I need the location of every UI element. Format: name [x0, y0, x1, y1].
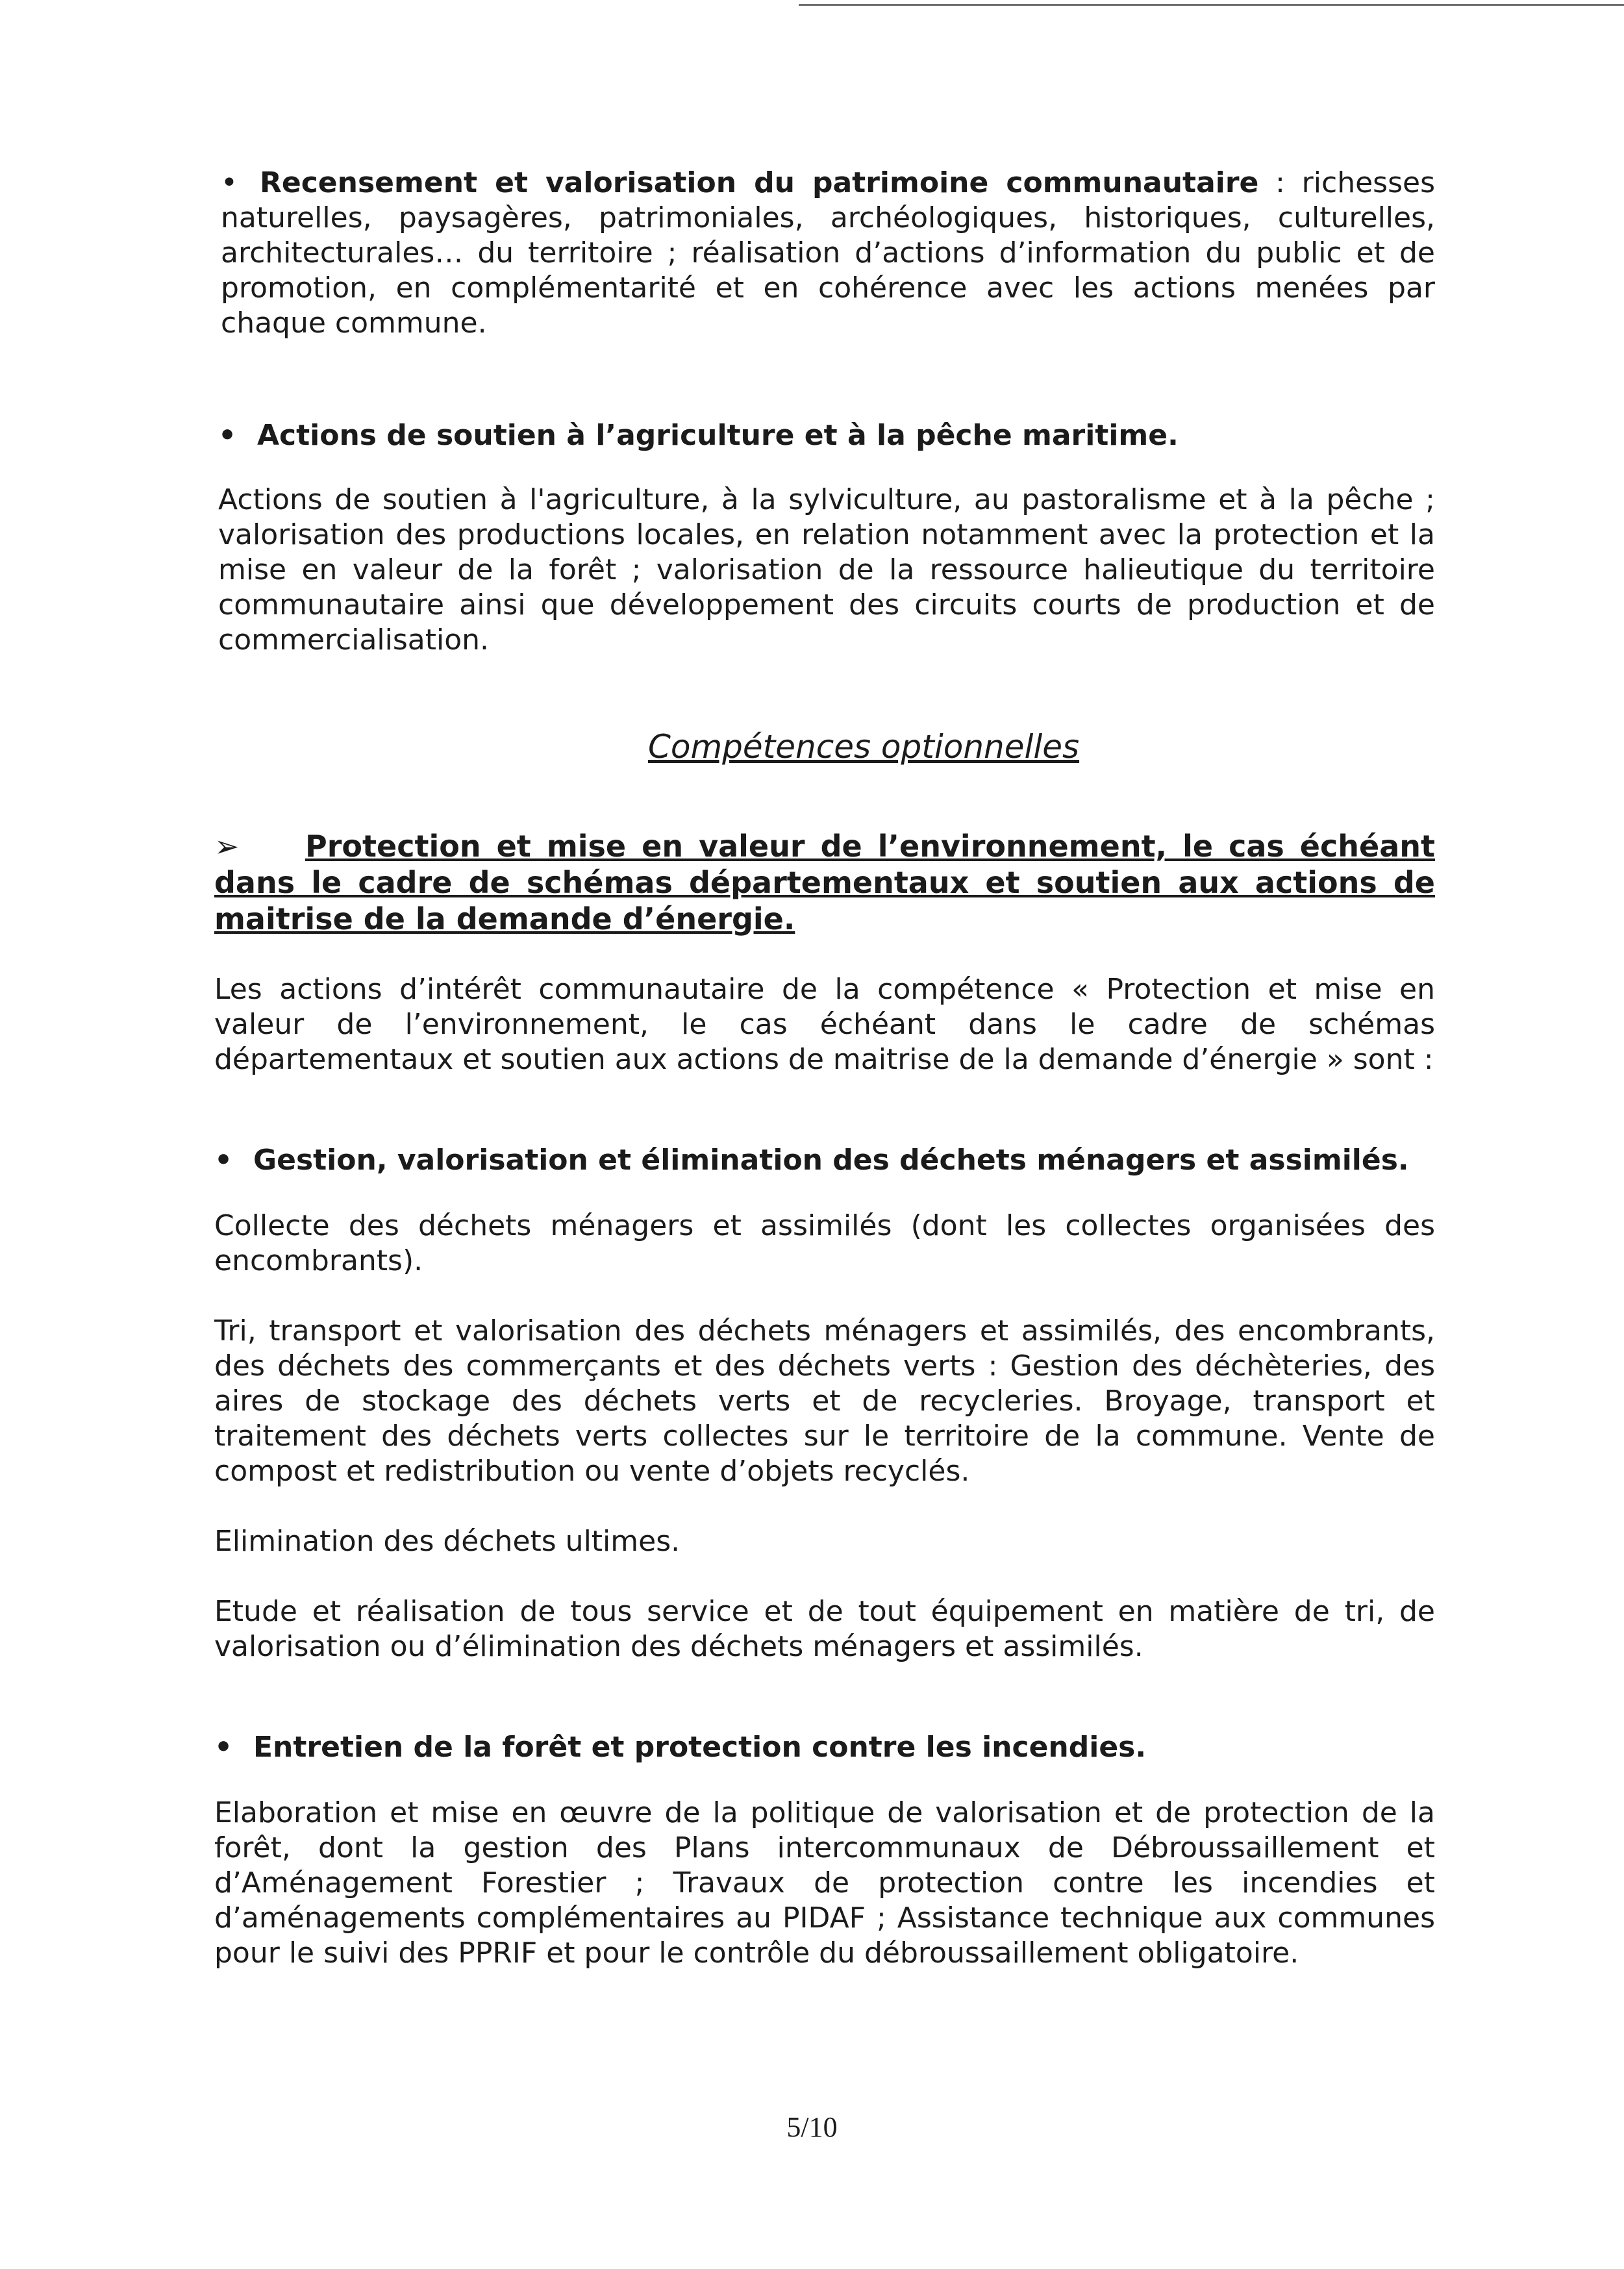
bullet-icon: • — [218, 419, 237, 452]
section-title-optionnelles: Compétences optionnelles — [647, 728, 1080, 766]
dechets-paragraph-etude: Etude et réalisation de tous service et de tout équipement en matière de tri, de valorisation ou d’élimination des déchets ménagers et assimilés. — [214, 1595, 1435, 1663]
page-number: 5/10 — [786, 2111, 838, 2143]
bullet-icon: • — [221, 166, 238, 199]
environnement-heading-line — [214, 828, 1435, 937]
bullet-icon: • — [214, 1144, 233, 1177]
foret-paragraph: Elaboration et mise en œuvre de la politique de valorisation et de protection de la forêt, dont la gestion des Plans intercommunaux de Débroussaillement et d’Aménagement Forestier ; Travaux de protection contre les incendies et d’aménagements complémentaires au PIDAF ; Assistance technique aux communes pour le suivi des PPRIF et pour le contrôle du débroussaillement obligatoire. — [214, 1796, 1435, 1970]
patrimoine-heading: Recensement et valorisation du patrimoine communautaire — [260, 166, 1259, 199]
dechets-paragraph-tri: Tri, transport et valorisation des déchets ménagers et assimilés, des encombrants, des déchets des commerçants et des déchets verts : Gestion des déchèteries, des aires de stockage des déchets verts et de recycleries. Broyage, transport et traitement des déchets verts collectes sur le territoire de la commune. Vente de compost et redistribution ou vente d’objets recyclés. — [214, 1314, 1435, 1488]
agriculture-heading: Actions de soutien à l’agriculture et à la pêche maritime. — [257, 419, 1179, 452]
section-patrimoine — [221, 166, 1435, 341]
dechets-paragraph-collecte: Collecte des déchets ménagers et assimilés (dont les collectes organisées des encombrants). — [214, 1209, 1435, 1277]
patrimoine-text: : richesses naturelles, paysagères, patrimoniales, archéologiques, historiques, culturelles, architecturales… du territoire ; réalisation d’actions d’information du public et de promotion, en complémentarité et en cohérence avec les actions menées par chaque commune. — [221, 166, 1435, 340]
document-body — [214, 166, 1435, 1971]
dechets-heading: Gestion, valorisation et élimination des déchets ménagers et assimilés. — [253, 1144, 1409, 1177]
environnement-heading: Protection et mise en valeur de l’environnement, le cas échéant dans le cadre de schémas départementaux et soutien aux actions de maitrise de la demande d’énergie. — [214, 829, 1435, 936]
section-environnement — [214, 828, 1435, 1077]
scan-edge-line — [799, 4, 1624, 6]
arrow-icon: ➢ — [214, 829, 240, 864]
dechets-heading-line — [214, 1142, 1435, 1179]
agriculture-heading-line — [218, 418, 1435, 454]
foret-heading-line — [214, 1729, 1435, 1766]
bullet-icon: • — [214, 1731, 233, 1764]
section-foret — [214, 1729, 1435, 1971]
foret-heading: Entretien de la forêt et protection contre les incendies. — [253, 1731, 1147, 1764]
agriculture-paragraph: Actions de soutien à l'agriculture, à la sylviculture, au pastoralisme et à la pêche ; valorisation des productions locales, en relation notamment avec la protection et la mise en valeur de la forêt ; valorisation de la ressource halieutique du territoire communautaire ainsi que développement des circuits courts de production et de commercialisation. — [218, 483, 1435, 657]
section-dechets — [214, 1142, 1435, 1664]
section-agriculture — [218, 418, 1435, 658]
dechets-paragraph-elimination: Elimination des déchets ultimes. — [214, 1525, 681, 1558]
environnement-paragraph: Les actions d’intérêt communautaire de la compétence « Protection et mise en valeur de l’environnement, le cas échéant dans le cadre de schémas départementaux et soutien aux actions de maitrise de la demande d’énergie » sont : — [214, 973, 1435, 1076]
patrimoine-paragraph — [221, 166, 1435, 341]
